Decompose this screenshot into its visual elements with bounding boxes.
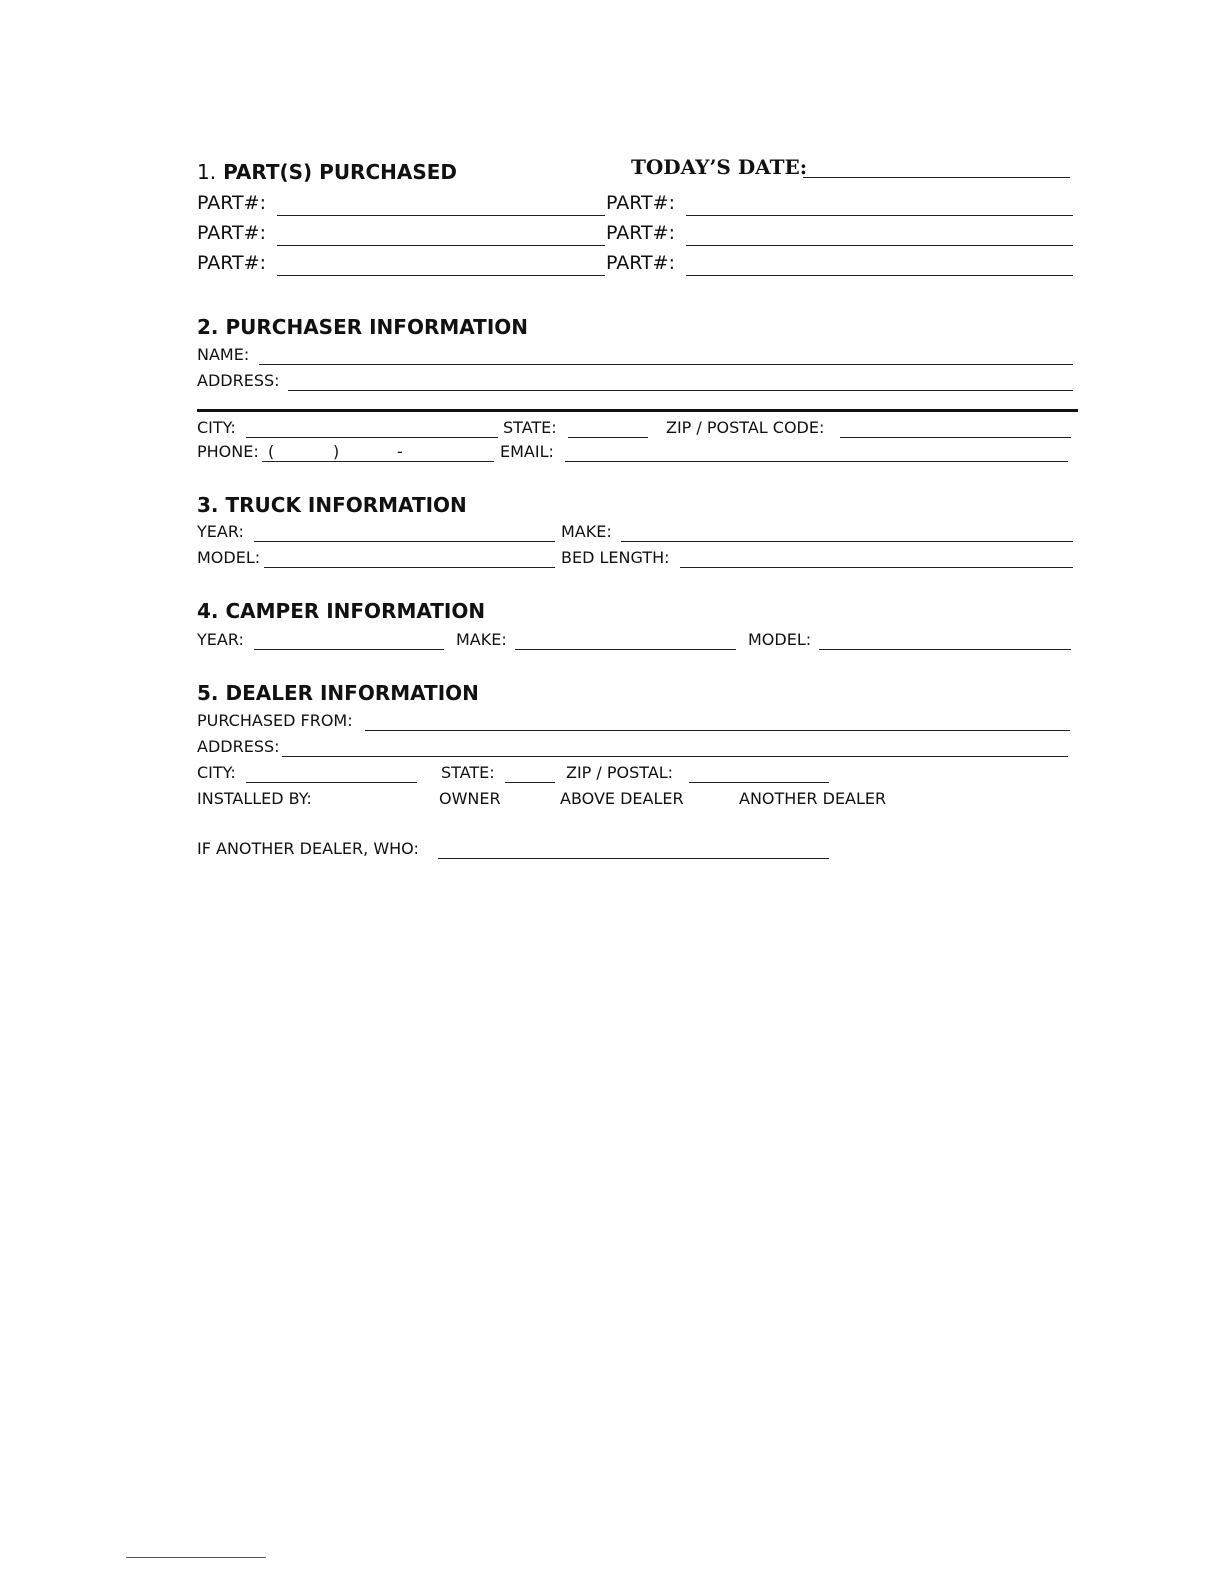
- camper-year-label: YEAR:: [197, 630, 244, 649]
- purchaser-phone-field[interactable]: [262, 439, 494, 462]
- purchaser-email-label: EMAIL:: [500, 442, 554, 461]
- dealer-purchased-from-field[interactable]: [365, 708, 1070, 731]
- purchaser-address-label: ADDRESS:: [197, 371, 280, 390]
- installed-by-owner-option[interactable]: OWNER: [439, 789, 501, 808]
- truck-bed-length-label: BED LENGTH:: [561, 548, 670, 567]
- truck-year-label: YEAR:: [197, 522, 244, 541]
- todays-date-label: TODAY’S DATE:: [631, 155, 808, 179]
- camper-model-field[interactable]: [819, 627, 1071, 650]
- truck-make-label: MAKE:: [561, 522, 612, 541]
- purchaser-address-field[interactable]: [288, 368, 1073, 391]
- section1-number: 1.: [197, 160, 217, 184]
- truck-model-label: MODEL:: [197, 548, 261, 567]
- truck-year-field[interactable]: [254, 519, 555, 542]
- phone-dash: -: [397, 442, 403, 461]
- address-divider: [197, 409, 1078, 412]
- camper-make-field[interactable]: [515, 627, 736, 650]
- purchaser-zip-label: ZIP / POSTAL CODE:: [666, 418, 825, 437]
- purchaser-name-label: NAME:: [197, 345, 250, 364]
- dealer-city-label: CITY:: [197, 763, 236, 782]
- installed-by-label: INSTALLED BY:: [197, 789, 312, 808]
- camper-make-label: MAKE:: [456, 630, 507, 649]
- purchaser-state-label: STATE:: [503, 418, 557, 437]
- truck-make-field[interactable]: [621, 519, 1073, 542]
- part-field-1[interactable]: [277, 193, 605, 216]
- part-label-3: PART#:: [197, 222, 266, 244]
- part-field-3[interactable]: [277, 223, 605, 246]
- part-label-4: PART#:: [606, 222, 675, 244]
- camper-model-label: MODEL:: [748, 630, 812, 649]
- installed-by-another-dealer-option[interactable]: ANOTHER DEALER: [739, 789, 887, 808]
- part-label-1: PART#:: [197, 192, 266, 214]
- section3-title: 3. TRUCK INFORMATION: [197, 493, 467, 517]
- other-dealer-label: IF ANOTHER DEALER, WHO:: [197, 839, 419, 858]
- dealer-state-label: STATE:: [441, 763, 495, 782]
- truck-model-field[interactable]: [264, 545, 555, 568]
- installed-by-above-dealer-option[interactable]: ABOVE DEALER: [560, 789, 684, 808]
- part-field-2[interactable]: [686, 193, 1073, 216]
- dealer-zip-label: ZIP / POSTAL:: [566, 763, 674, 782]
- part-field-5[interactable]: [277, 253, 605, 276]
- purchaser-name-field[interactable]: [259, 342, 1073, 365]
- footer-link-underline[interactable]: [126, 1557, 266, 1558]
- purchaser-zip-field[interactable]: [840, 415, 1071, 438]
- section1-heading: [197, 160, 457, 184]
- dealer-purchased-from-label: PURCHASED FROM:: [197, 711, 353, 730]
- dealer-state-field[interactable]: [505, 760, 555, 783]
- section5-title: 5. DEALER INFORMATION: [197, 681, 479, 705]
- purchaser-phone-label: PHONE:: [197, 442, 259, 461]
- part-label-5: PART#:: [197, 252, 266, 274]
- dealer-address-label: ADDRESS:: [197, 737, 280, 756]
- dealer-address-field[interactable]: [282, 734, 1068, 757]
- purchaser-email-field[interactable]: [565, 439, 1068, 462]
- purchaser-state-field[interactable]: [568, 415, 648, 438]
- part-label-6: PART#:: [606, 252, 675, 274]
- phone-close-paren: ): [333, 442, 340, 461]
- part-field-4[interactable]: [686, 223, 1073, 246]
- part-field-6[interactable]: [686, 253, 1073, 276]
- section2-title: 2. PURCHASER INFORMATION: [197, 315, 528, 339]
- purchaser-city-label: CITY:: [197, 418, 236, 437]
- section1-title: PART(S) PURCHASED: [223, 160, 458, 184]
- camper-year-field[interactable]: [254, 627, 444, 650]
- truck-bed-length-field[interactable]: [680, 545, 1073, 568]
- section4-title: 4. CAMPER INFORMATION: [197, 599, 486, 623]
- part-label-2: PART#:: [606, 192, 675, 214]
- dealer-zip-field[interactable]: [689, 760, 829, 783]
- purchaser-city-field[interactable]: [246, 415, 498, 438]
- other-dealer-field[interactable]: [438, 836, 829, 859]
- phone-open-paren: (: [268, 442, 275, 461]
- dealer-city-field[interactable]: [246, 760, 417, 783]
- todays-date-field[interactable]: [803, 155, 1070, 178]
